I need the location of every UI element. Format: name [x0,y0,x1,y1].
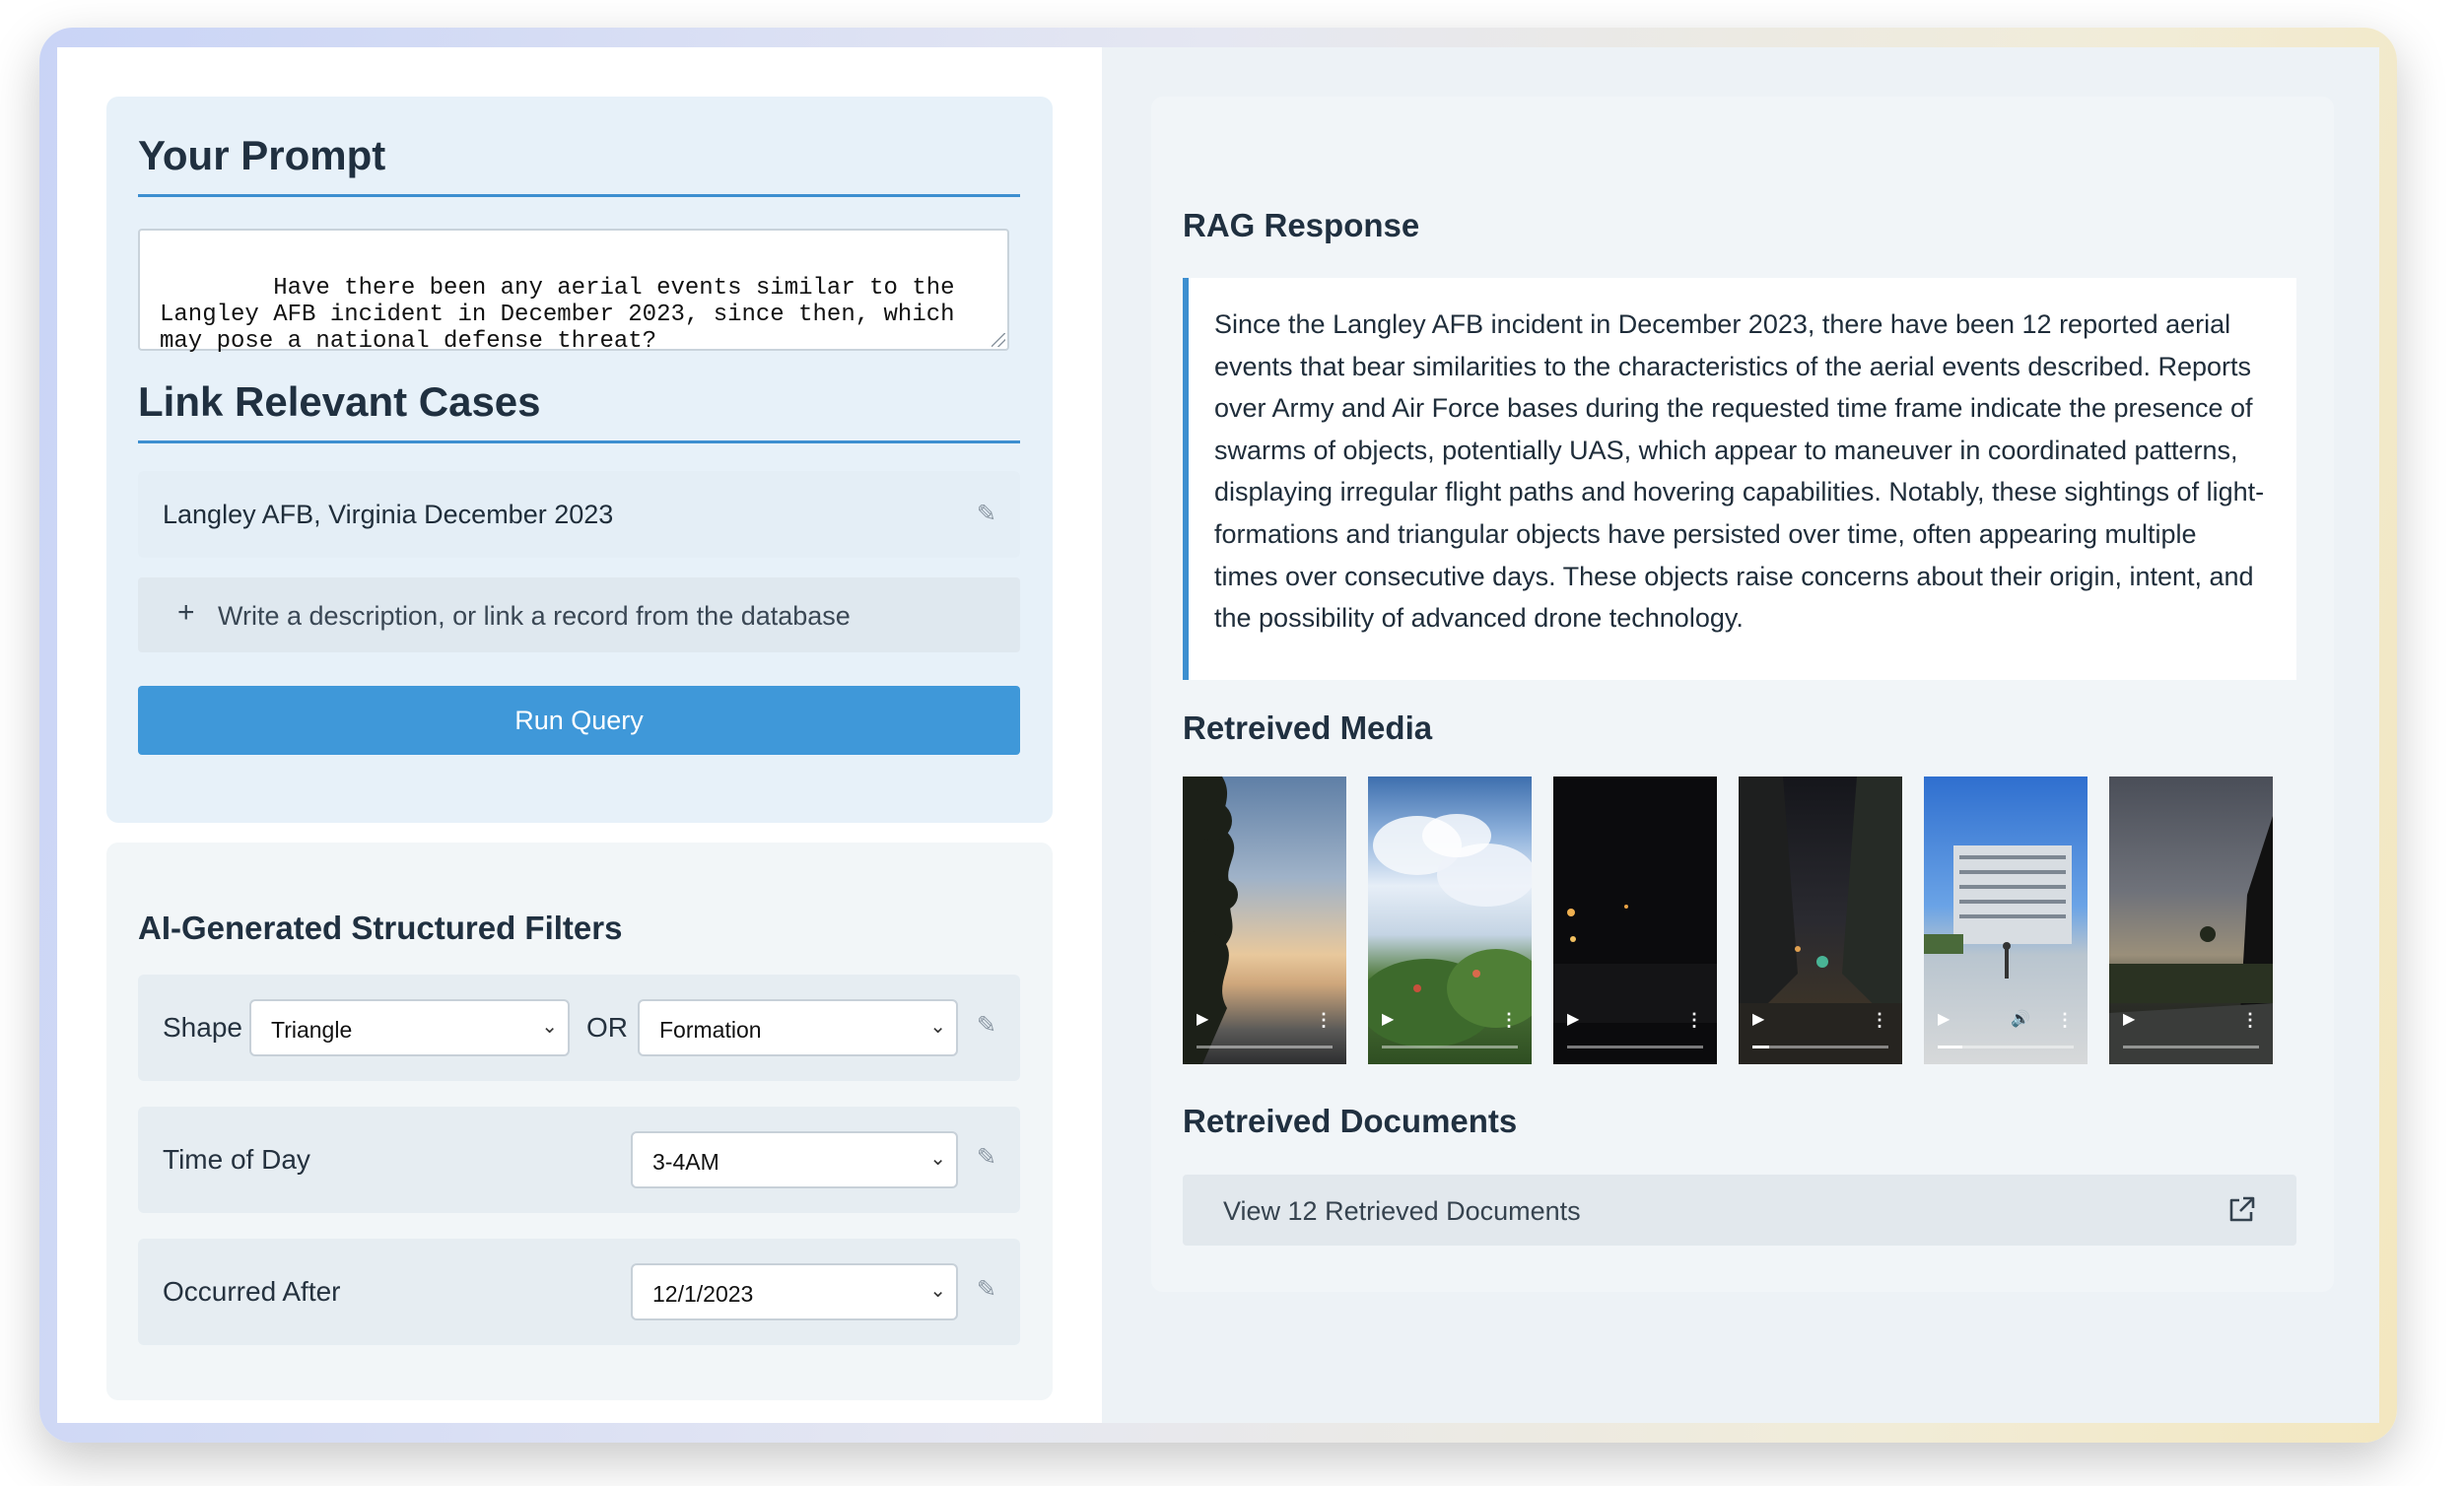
video-thumbnail[interactable] [1739,777,1902,1064]
plus-icon: + [177,596,195,629]
progress-bar[interactable] [1197,1046,1333,1048]
progress-bar[interactable] [1382,1046,1518,1048]
video-thumbnail[interactable] [2109,777,2273,1064]
chevron-down-icon: ⌄ [929,1148,946,1170]
play-icon[interactable]: ▶ [1382,1011,1395,1028]
left-pane [57,47,1102,1423]
case-label: Langley AFB, Virginia December 2023 [163,500,614,529]
pencil-icon[interactable]: ✎ [976,1012,996,1039]
view-documents-button[interactable] [1183,1175,2296,1246]
more-options-icon[interactable]: ⋮ [2056,1010,2074,1030]
volume-icon[interactable]: 🔊 [2011,1011,2030,1028]
play-icon[interactable]: ▶ [1752,1011,1765,1028]
more-options-icon[interactable]: ⋮ [1685,1010,1703,1030]
pencil-icon[interactable]: ✎ [976,1144,996,1171]
rag-response-text: Since the Langley AFB incident in December 2023, there have been 12 reported aerial events that bear similarities to the characteristics of the aerial events described. Reports over Army and Air Force bases during the requested time frame indicate the presence of swarms of objects, potentially UAS, which appear to maneuver in coordinated patterns, displaying irregular flight paths and hovering capabilities. Notably, these sightings of light-formations and triangular objects have persisted over time, often appearing multiple times over consecutive days. These objects raise concerns about their origin, intent, and the possibility of advanced drone technology. [1183,278,2296,680]
prompt-textarea[interactable] [138,229,1009,355]
media-title: Retreived Media [1183,709,1433,746]
pencil-icon[interactable]: ✎ [976,501,996,527]
more-options-icon[interactable]: ⋮ [1315,1010,1333,1030]
add-case-button[interactable] [138,577,1020,652]
pencil-icon[interactable]: ✎ [976,1276,996,1303]
filters-card [106,843,1053,1400]
filter-row-time-of-day [138,1107,1020,1213]
chevron-down-icon: ⌄ [929,1280,946,1302]
filter-label-time-of-day: Time of Day [163,1144,310,1175]
occurred-after-select[interactable] [631,1263,958,1320]
case-item[interactable] [138,471,1020,558]
video-thumbnail[interactable] [1553,777,1717,1064]
video-thumbnail[interactable] [1183,777,1346,1064]
filter-label-shape: Shape [163,1012,242,1043]
play-icon[interactable]: ▶ [1938,1011,1951,1028]
shape-select-1-value: Triangle [271,1017,353,1043]
prompt-title-rule [138,194,1020,197]
video-thumbnail[interactable] [1924,777,2088,1064]
filter-label-occurred-after: Occurred After [163,1276,341,1307]
occurred-after-value: 12/1/2023 [652,1281,754,1307]
shape-select-2[interactable] [638,999,958,1056]
play-icon[interactable]: ▶ [2123,1011,2136,1028]
more-options-icon[interactable]: ⋮ [2241,1010,2259,1030]
cases-title: Link Relevant Cases [138,378,541,425]
chevron-down-icon: ⌄ [929,1016,946,1038]
app-window [57,47,2379,1423]
chevron-down-icon: ⌄ [541,1016,558,1038]
video-thumbnail[interactable] [1368,777,1532,1064]
cases-title-rule [138,440,1020,443]
prompt-title: Your Prompt [138,132,386,178]
progress-bar[interactable] [1752,1046,1888,1048]
time-of-day-select[interactable] [631,1131,958,1188]
play-icon[interactable]: ▶ [1197,1011,1209,1028]
add-case-label: Write a description, or link a record from the database [218,601,851,631]
filter-row-occurred-after [138,1239,1020,1345]
view-documents-label: View 12 Retrieved Documents [1223,1196,1581,1226]
progress-bar[interactable] [1567,1046,1703,1048]
time-of-day-value: 3-4AM [652,1149,719,1175]
prompt-card [106,97,1053,823]
external-link-icon[interactable] [2225,1194,2257,1226]
rag-card [1151,97,2334,1292]
progress-bar[interactable] [2123,1046,2259,1048]
shape-select-2-value: Formation [659,1017,762,1043]
more-options-icon[interactable]: ⋮ [1500,1010,1518,1030]
filters-title: AI-Generated Structured Filters [138,910,623,946]
more-options-icon[interactable]: ⋮ [1871,1010,1888,1030]
documents-title: Retreived Documents [1183,1103,1518,1139]
progress-bar[interactable] [1938,1046,2074,1048]
prompt-text-value: Have there been any aerial events similar to the Langley AFB incident in December 2023, since then, which may pose a national defense threat? [160,275,969,355]
right-pane [1102,47,2379,1423]
filter-row-shape [138,975,1020,1081]
shape-select-1[interactable] [249,999,570,1056]
rag-title: RAG Response [1183,207,1420,243]
or-connector: OR [586,1012,628,1043]
play-icon[interactable]: ▶ [1567,1011,1580,1028]
run-query-button[interactable]: Run Query [138,686,1020,755]
resize-grip-icon[interactable] [992,333,1005,347]
